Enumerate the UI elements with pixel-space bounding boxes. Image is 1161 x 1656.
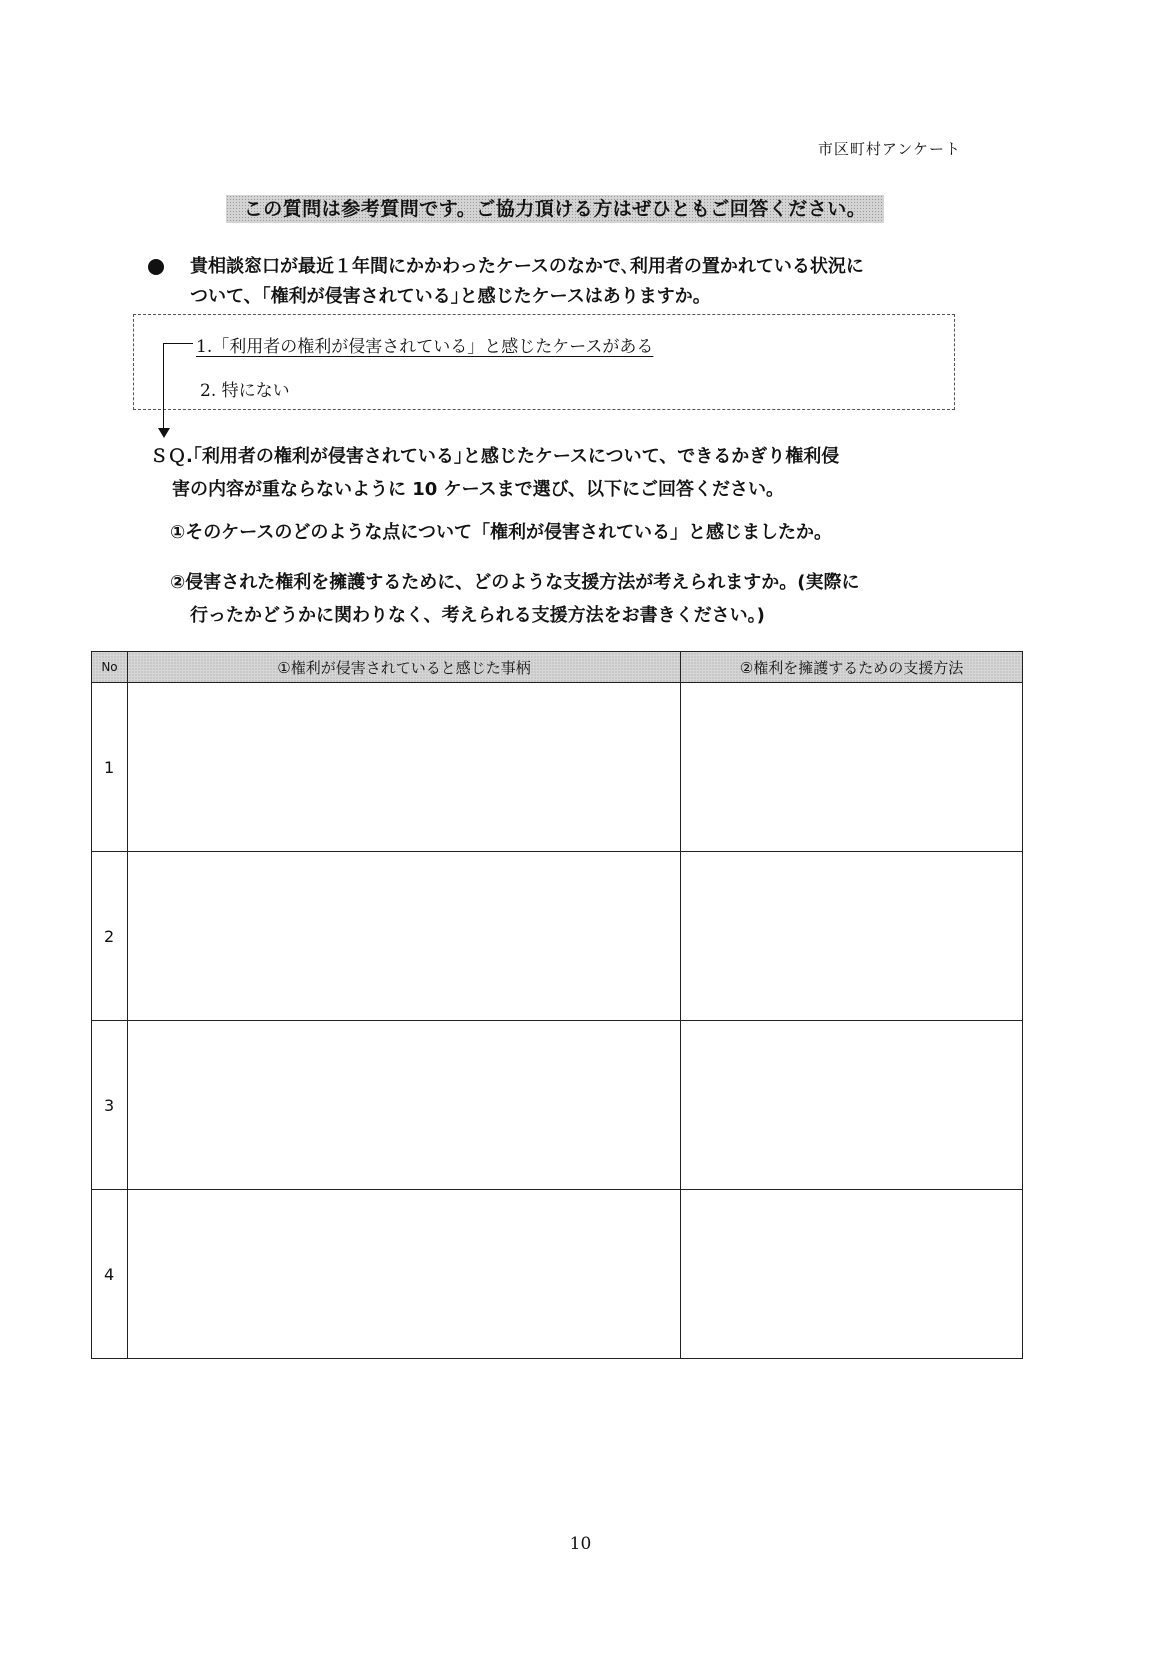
bullet-icon [148, 259, 164, 275]
table-header-row [92, 652, 1023, 683]
sub-item-2-line-1: ②侵害された権利を擁護するために、どのような支援方法が考えられますか。(実際に [170, 572, 860, 593]
sub-item-1: ①そのケースのどのような点について「権利が侵害されている」と感じましたか。 [170, 522, 832, 543]
answer-table [91, 651, 1023, 1359]
support-method-cell[interactable] [681, 1021, 1023, 1190]
infringed-matter-cell[interactable] [128, 852, 681, 1021]
option-has-case[interactable]: 1.「利用者の権利が侵害されている」と感じたケースがある [196, 337, 654, 357]
table-row [92, 1190, 1023, 1359]
row-number: 1 [92, 683, 128, 852]
option-none[interactable]: 2. 特にない [200, 381, 290, 401]
infringed-matter-cell[interactable] [128, 1190, 681, 1359]
infringed-matter-cell[interactable] [128, 1021, 681, 1190]
main-question-line-2: ついて、｢権利が侵害されている｣と感じたケースはありますか。 [190, 286, 711, 307]
page-number: 10 [569, 1534, 592, 1554]
header-infringed-matters: ①権利が侵害されていると感じた事柄 [128, 652, 681, 683]
table-row [92, 852, 1023, 1021]
row-number: 4 [92, 1190, 128, 1359]
main-question-line-1: 貴相談窓口が最近１年間にかかわったケースのなかで､利用者の置かれている状況に [190, 256, 864, 277]
header-no: No [92, 652, 128, 683]
connector-line-vertical [163, 343, 164, 429]
row-number: 2 [92, 852, 128, 1021]
support-method-cell[interactable] [681, 852, 1023, 1021]
table-row [92, 683, 1023, 852]
reference-question-banner: この質問は参考質問です。ご協力頂ける方はぜひともご回答ください。 [226, 195, 884, 223]
sub-question [150, 440, 980, 506]
support-method-cell[interactable] [681, 1190, 1023, 1359]
sub-question-line-1: ＳＱ.｢利用者の権利が侵害されている｣と感じたケースについて、できるかぎり権利侵 [150, 446, 840, 467]
sub-item-2-line-2: 行ったかどうかに関わりなく、考えられる支援方法をお書きください。) [190, 605, 765, 626]
sub-item-2 [170, 566, 970, 632]
main-question [190, 252, 970, 312]
header-support-methods: ②権利を擁護するための支援方法 [681, 652, 1023, 683]
support-method-cell[interactable] [681, 683, 1023, 852]
survey-label: 市区町村アンケート [817, 140, 961, 158]
arrow-down-icon [158, 428, 170, 438]
sub-question-line-2: 害の内容が重ならないように 10 ケースまで選び、以下にご回答ください。 [172, 479, 784, 500]
infringed-matter-cell[interactable] [128, 683, 681, 852]
table-row [92, 1021, 1023, 1190]
row-number: 3 [92, 1021, 128, 1190]
connector-line [163, 343, 193, 344]
